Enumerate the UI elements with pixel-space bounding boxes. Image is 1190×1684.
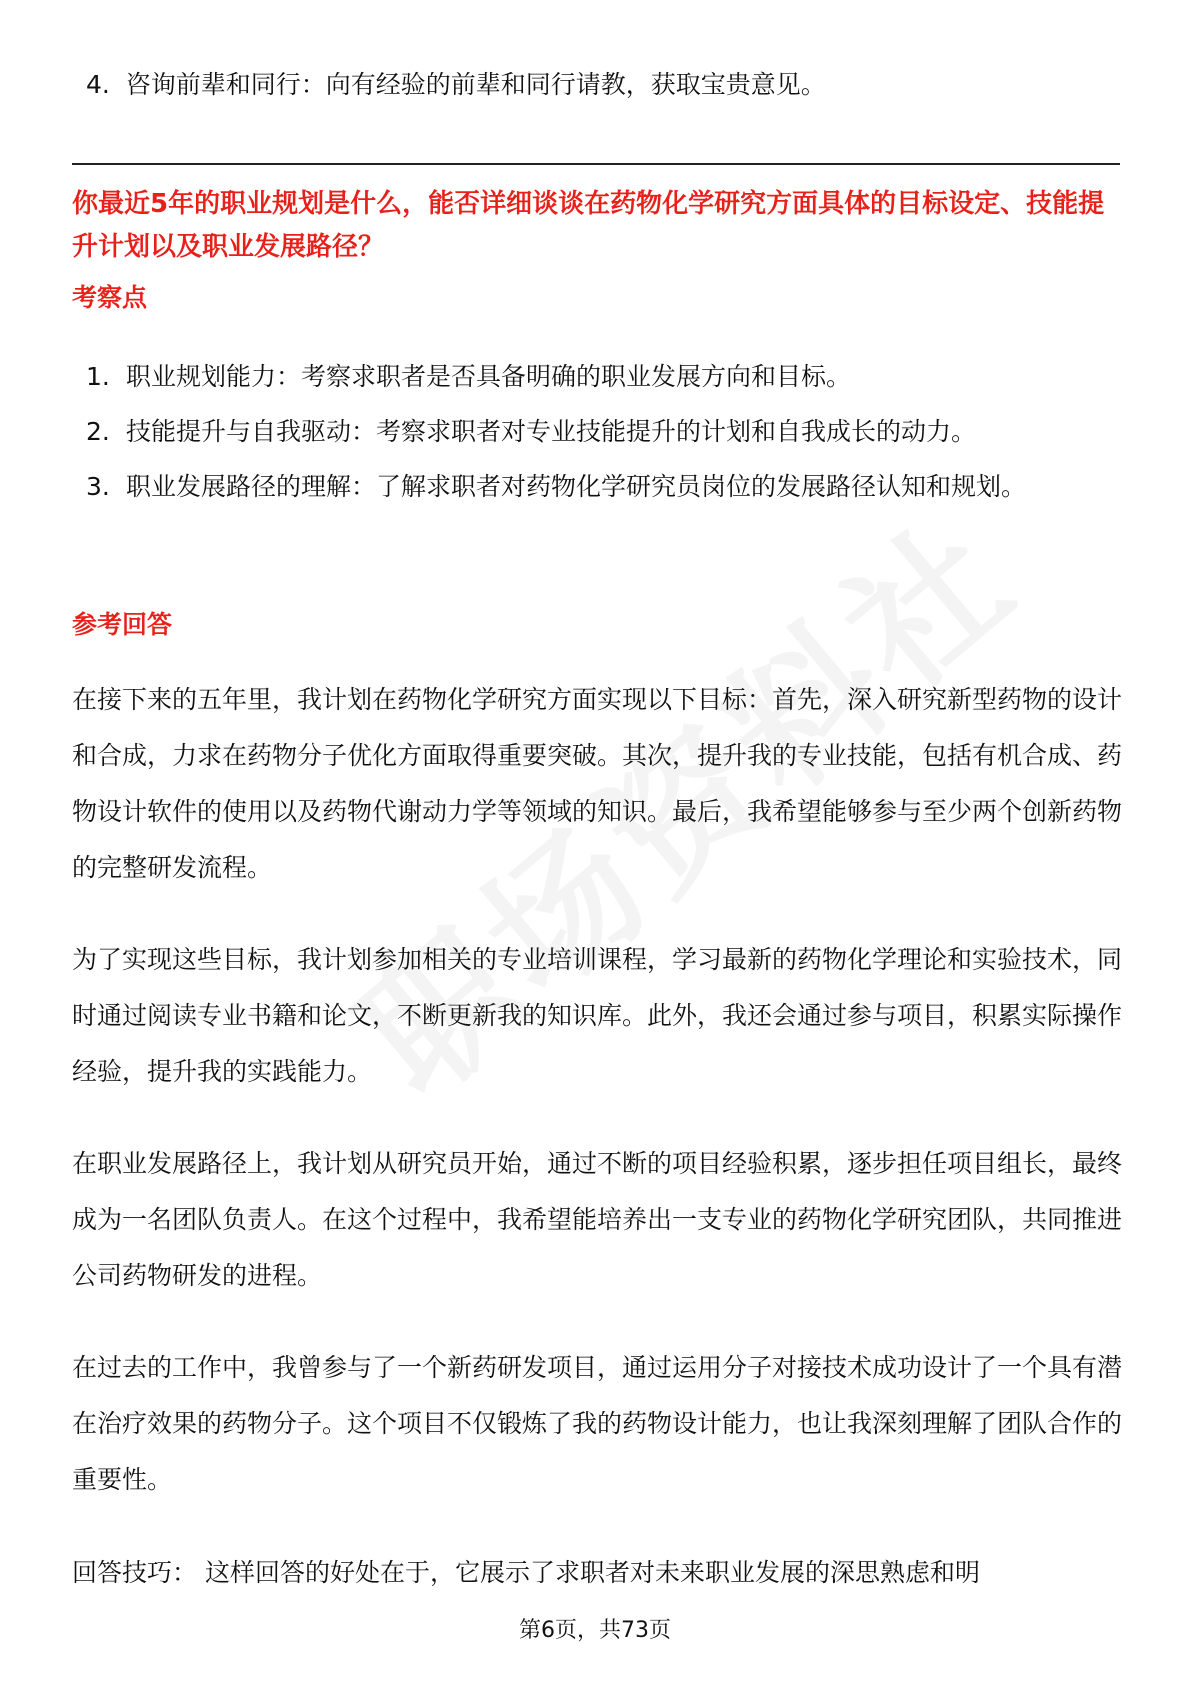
list-item [86, 405, 1126, 458]
list-number: 3. [86, 472, 110, 501]
points-heading: 考察点 [72, 283, 148, 312]
list-text: 职业发展路径的理解：了解求职者对药物化学研究员岗位的发展路径认知和规划。 [126, 472, 1027, 501]
section-divider [72, 163, 1120, 165]
list-text: 职业规划能力：考察求职者是否具备明确的职业发展方向和目标。 [126, 362, 852, 391]
list-number: 4. [86, 70, 110, 99]
answer-heading: 参考回答 [72, 610, 173, 639]
answer-paragraph: 为了实现这些目标，我计划参加相关的专业培训课程，学习最新的药物化学理论和实验技术，同时通过阅读专业书籍和论文，不断更新我的知识库。此外，我还会通过参与项目，积累实际操作经验，提升我的实践能力。 [72, 945, 1123, 1086]
question-heading: 你最近5年的职业规划是什么，能否详细谈谈在药物化学研究方面具体的目标设定、技能提升计划以及职业发展路径？ [72, 189, 1105, 262]
page-number-footer: 第6页，共73页 [519, 1618, 671, 1643]
list-item [86, 460, 1126, 513]
list-number: 2. [86, 417, 110, 446]
list-item [86, 350, 1126, 403]
previous-list-item [86, 60, 1126, 110]
list-text: 技能提升与自我驱动：考察求职者对专业技能提升的计划和自我成长的动力。 [126, 417, 977, 446]
answer-paragraph: 在过去的工作中，我曾参与了一个新药研发项目，通过运用分子对接技术成功设计了一个具有潜在治疗效果的药物分子。这个项目不仅锻炼了我的药物设计能力，也让我深刻理解了团队合作的重要性。 [72, 1353, 1123, 1494]
list-text: 咨询前辈和同行：向有经验的前辈和同行请教，获取宝贵意见。 [125, 70, 826, 99]
list-number: 1. [86, 362, 110, 391]
answer-paragraph: 在职业发展路径上，我计划从研究员开始，通过不断的项目经验积累，逐步担任项目组长，最终成为一名团队负责人。在这个过程中，我希望能培养出一支专业的药物化学研究团队，共同推进公司药物研发的进程。 [72, 1149, 1123, 1290]
answer-paragraph: 在接下来的五年里，我计划在药物化学研究方面实现以下目标：首先，深入研究新型药物的设计和合成，力求在药物分子优化方面取得重要突破。其次，提升我的专业技能，包括有机合成、药物设计软件的使用以及药物代谢动力学等领域的知识。最后，我希望能够参与至少两个创新药物的完整研发流程。 [72, 685, 1123, 882]
points-list [86, 350, 1126, 513]
answer-tip-paragraph: 回答技巧： 这样回答的好处在于，它展示了求职者对未来职业发展的深思熟虑和明 [72, 1558, 980, 1587]
